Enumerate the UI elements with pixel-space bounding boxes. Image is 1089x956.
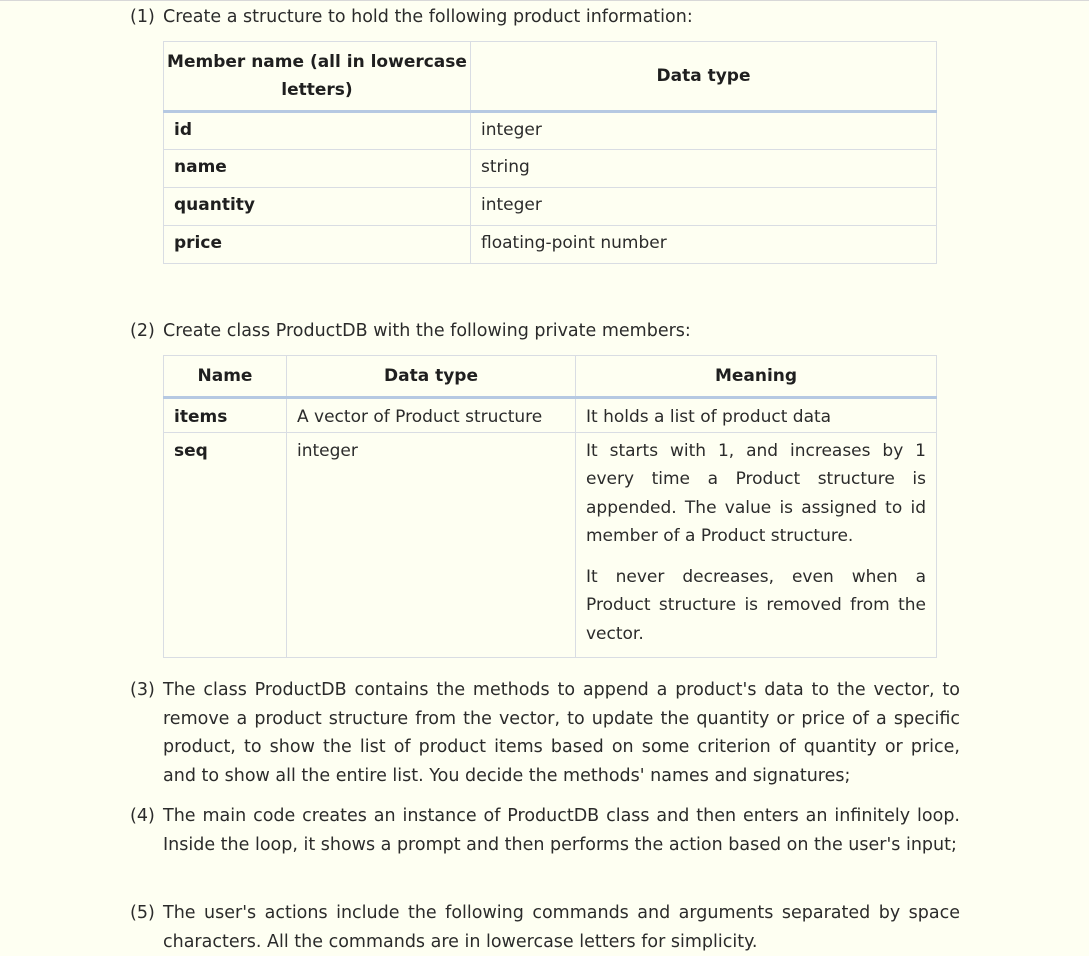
table-row [164,188,937,226]
productdb-members-table [163,355,937,658]
member-cell: id [164,112,471,150]
step-3-number: (3) [130,680,155,700]
step-1 [130,3,960,32]
table-row [164,150,937,188]
name-header: Name [164,356,287,398]
type-cell: integer [287,432,576,657]
member-cell: name [164,150,471,188]
table-header-row [164,356,937,398]
step-1-text: Create a structure to hold the following product information: [163,7,693,27]
meaning-cell [576,398,937,433]
meaning-paragraph: It never decreases, even when a Product structure is removed from the vector. [586,566,926,644]
member-name-header: Member name (all in lowercase letters) [164,42,471,112]
meaning-paragraph: It starts with 1, and increases by 1 every time a Product structure is appended. The value is assigned to id member of a Product structure. [586,440,926,546]
type-cell: string [471,150,937,188]
step-5-text: The user's actions include the following commands and arguments separated by space characters. All the commands are in lowercase letters for simplicity. [163,903,960,952]
step-1-number: (1) [130,7,155,27]
meaning-cell [576,432,937,657]
step-3-text: The class ProductDB contains the methods to append a product's data to the vector, to remove a product structure from the vector, to update the quantity or price of a specific product, to show the list of product items based on some criterion of quantity or price, and to show all the entire list. You decide the methods' names and signatures; [163,680,960,786]
step-4-number: (4) [130,806,155,826]
table-row [164,226,937,264]
type-cell: integer [471,188,937,226]
table-row [164,112,937,150]
type-cell: integer [471,112,937,150]
type-cell: A vector of Product structure [287,398,576,433]
step-3 [130,676,960,790]
member-cell: price [164,226,471,264]
member-cell: quantity [164,188,471,226]
step-2 [130,317,960,346]
table-row [164,398,937,433]
data-type-header: Data type [287,356,576,398]
product-structure-table [163,41,937,264]
table-row [164,432,937,657]
member-cell: seq [164,432,287,657]
step-4 [130,802,960,859]
meaning-header: Meaning [576,356,937,398]
member-cell: items [164,398,287,433]
step-5 [130,899,960,956]
step-4-text: The main code creates an instance of ProductDB class and then enters an infinitely loop. Inside the loop, it shows a prompt and then performs the action based on the user's input; [163,806,960,855]
step-5-number: (5) [130,903,155,923]
top-divider [0,0,1089,1]
table-header-row [164,42,937,112]
data-type-header: Data type [471,42,937,112]
step-2-number: (2) [130,321,155,341]
type-cell: floating-point number [471,226,937,264]
step-2-text: Create class ProductDB with the following private members: [163,321,691,341]
meaning-paragraph: It holds a list of product data [586,407,832,427]
